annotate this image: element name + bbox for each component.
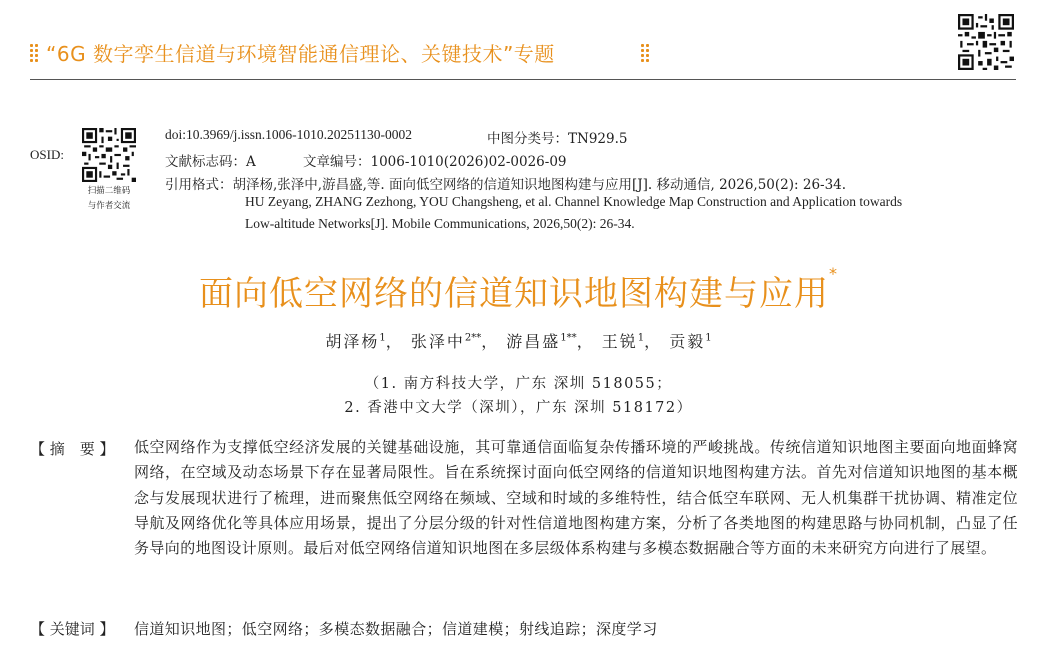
qr-caption-line1: 扫描二维码 bbox=[87, 186, 131, 196]
keywords-text: 信道知识地图；低空网络；多模态数据融合；信道建模；射线追踪；深度学习 bbox=[134, 620, 658, 638]
osid-qr-code-icon bbox=[82, 128, 136, 182]
doi: doi:10.3969/j.issn.1006-1010.20251130-0002 bbox=[165, 127, 413, 142]
citation-cn: 引用格式：胡泽杨,张泽中,游昌盛,等. 面向低空网络的信道知识地图构建与应用[J]. 移动通信, 2026,50(2): 26-34. bbox=[165, 177, 847, 193]
author-list: 胡泽杨$^1$， 张泽中$^{2**}$， 游昌盛$^{1**}$， 王锐$^1$， 贡毅$^1$ bbox=[325, 332, 712, 351]
page-header bbox=[0, 0, 1037, 80]
author-affiliation-mark: 1 bbox=[705, 332, 712, 344]
author-name: 贡毅 bbox=[669, 332, 706, 351]
special-topic-title: “6G 数字孪生信道与环境智能通信理论、关键技术”专题 bbox=[46, 42, 555, 66]
osid-label: OSID: bbox=[30, 147, 64, 162]
author-affiliation-mark: 1** bbox=[560, 332, 577, 344]
qr-caption-line2: 与作者交流 bbox=[87, 201, 131, 211]
author-name: 王锐 bbox=[601, 332, 638, 351]
title-footnote-mark: * bbox=[829, 264, 838, 283]
document-code: 文献标志码：A bbox=[165, 154, 256, 170]
header-rule bbox=[30, 79, 1016, 80]
author-name: 胡泽杨 bbox=[325, 332, 380, 351]
clc-number: 中图分类号：TN929.5 bbox=[487, 131, 628, 147]
header-qr-code-icon bbox=[958, 14, 1014, 70]
citation-en-line1: HU Zeyang, ZHANG Zezhong, YOU Changsheng, et al. Channel Knowledge Map Construction and Application towards bbox=[245, 194, 903, 209]
right-dots-decoration bbox=[641, 44, 651, 64]
article-title bbox=[0, 266, 1037, 315]
author-affiliation-mark: 2** bbox=[464, 332, 482, 344]
author-name: 张泽中 bbox=[410, 332, 465, 351]
citation-en-line2: Low-altitude Networks[J]. Mobile Communications, 2026,50(2): 26-34. bbox=[245, 216, 635, 231]
article-title-text: 面向低空网络的信道知识地图构建与应用 bbox=[199, 274, 829, 314]
author-affiliation-mark: 1 bbox=[637, 332, 645, 344]
abstract-text: 低空网络作为支撑低空经济发展的关键基础设施，其可靠通信面临复杂传播环境的严峻挑战。传统信道知识地图主要面向地面蜂窝网络，在空域及动态场景下存在显著局限性。旨在系统探讨面向低空网络的信道知识地图构建方法。首先对信道知识地图的基本概念与发展现状进行了梳理，进而聚焦低空网络在频域、空域和时域的多维特性，结合低空车联网、无人机集群干扰协调、精准定位导航及网络优化等具体应用场景，提出了分层分级的针对性信道地图构建方案，分析了各类地图的构建思路与协同机制，凸显了任务导向的地图设计原则。最后对低空网络信道知识地图在多层级体系构建与多模态数据融合等方面的未来研究方向进行了展望。 bbox=[134, 438, 1018, 558]
affiliation-line2: 2. 香港中文大学（深圳），广东 深圳 518172） bbox=[344, 400, 693, 416]
author-name: 游昌盛 bbox=[506, 332, 561, 351]
article-number: 文章编号：1006-1010(2026)02-0026-09 bbox=[303, 154, 567, 170]
affiliation-line1: （1. 南方科技大学，广东 深圳 518055； bbox=[364, 376, 673, 392]
author-affiliation-mark: 1 bbox=[379, 332, 386, 344]
keywords-label: 【 关键词 】 bbox=[30, 620, 115, 638]
left-dots-decoration bbox=[30, 44, 40, 64]
abstract-label: 【 摘 要 】 bbox=[30, 440, 115, 458]
